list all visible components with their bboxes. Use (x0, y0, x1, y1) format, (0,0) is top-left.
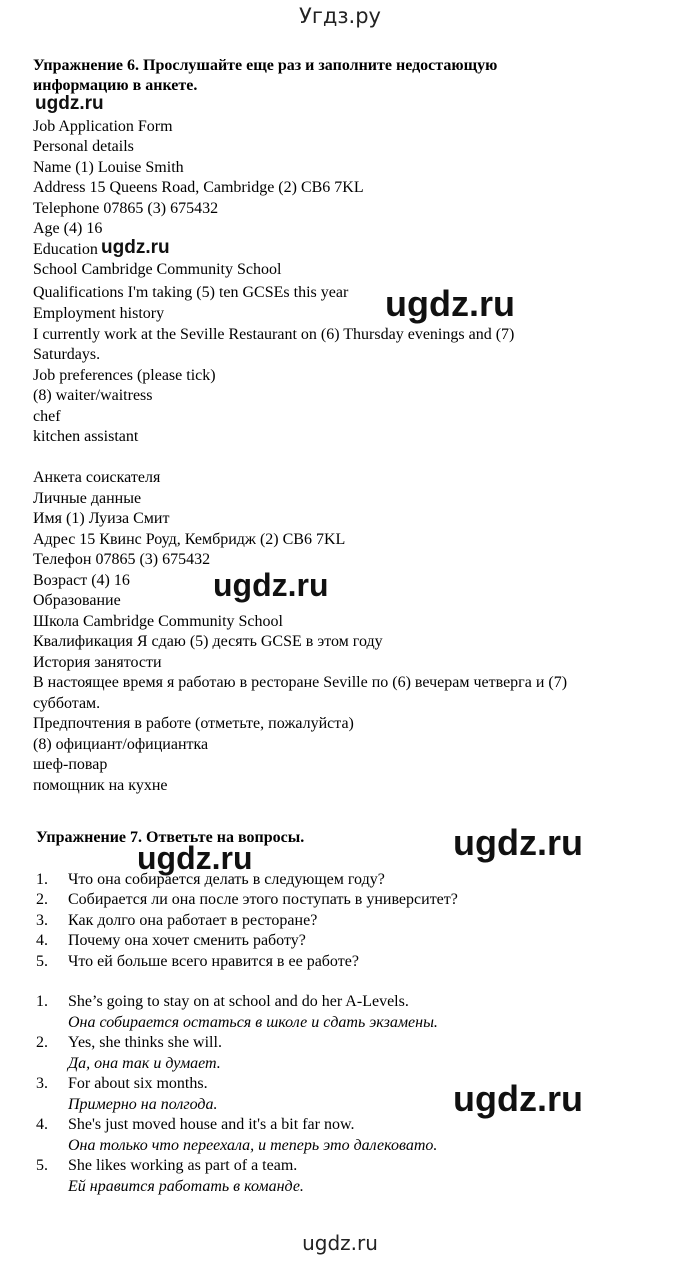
question-number: 4. (36, 932, 48, 949)
form-line: School Cambridge Community School (33, 261, 282, 278)
site-footer: ugdz.ru (302, 1231, 378, 1255)
form-line-ru: Имя (1) Луиза Смит (33, 510, 170, 527)
form-line: Qualifications I'm taking (5) ten GCSEs this year (33, 284, 349, 301)
watermark: ugdz.ru (35, 93, 104, 114)
form-line: Age (4) 16 (33, 220, 103, 237)
question-text: Что она собирается делать в следующем году? (68, 871, 385, 888)
answer-en: She’s going to stay on at school and do her A-Levels. (68, 993, 409, 1010)
form-line-ru: Адрес 15 Квинс Роуд, Кембридж (2) CB6 7KL (33, 531, 346, 548)
question-item (36, 891, 458, 909)
form-line-ru: Личные данные (33, 490, 142, 507)
form-line-ru: шеф-повар (33, 756, 108, 773)
form-line-ru: История занятости (33, 654, 162, 671)
answer-en: For about six months. (68, 1075, 208, 1092)
form-line: Education (33, 241, 98, 258)
form-line: Telephone 07865 (3) 675432 (33, 200, 219, 217)
form-line-ru: Квалификация Я сдаю (5) десять GCSE в этом году (33, 633, 383, 650)
form-line-ru: Школа Cambridge Community School (33, 613, 283, 630)
question-number: 2. (36, 891, 48, 908)
form-line-ru: (8) официант/официантка (33, 736, 209, 753)
watermark: ugdz.ru (213, 567, 329, 603)
watermark: ugdz.ru (453, 822, 583, 863)
question-item (36, 932, 306, 950)
form-line-ru: Телефон 07865 (3) 675432 (33, 551, 211, 568)
form-line-ru: субботам. (33, 695, 101, 712)
form-line-ru: В настоящее время я работаю в ресторане Seville по (6) вечерам четверга и (7) (33, 674, 568, 691)
question-text: Почему она хочет сменить работу? (68, 932, 306, 949)
answer-en: Yes, she thinks she will. (68, 1034, 222, 1051)
form-line: Job preferences (please tick) (33, 367, 216, 384)
answer-item (36, 1034, 222, 1052)
question-text: Собирается ли она после этого поступать в университет? (68, 891, 458, 908)
watermark: ugdz.ru (453, 1078, 583, 1119)
answer-en: She likes working as part of a team. (68, 1157, 298, 1174)
answer-ru: Да, она так и думает. (68, 1055, 221, 1072)
form-line: Saturdays. (33, 346, 101, 363)
form-line: Address 15 Queens Road, Cambridge (2) CB6 7KL (33, 179, 364, 196)
answer-en: She's just moved house and it's a bit far now. (68, 1116, 355, 1133)
answer-item (36, 1116, 354, 1134)
form-line: Personal details (33, 138, 134, 155)
form-line: I currently work at the Seville Restaurant on (6) Thursday evenings and (7) (33, 326, 515, 343)
exercise-6-heading-line-1: Упражнение 6. Прослушайте еще раз и заполните недостающую (33, 57, 498, 74)
form-line: kitchen assistant (33, 428, 139, 445)
question-number: 3. (36, 912, 48, 929)
form-line-ru: Предпочтения в работе (отметьте, пожалуйста) (33, 715, 354, 732)
answer-ru: Ей нравится работать в команде. (68, 1178, 304, 1195)
answer-number: 1. (36, 993, 48, 1010)
exercise-6-heading-line-2: информацию в анкете. (33, 77, 198, 94)
question-item (36, 912, 317, 930)
answer-number: 4. (36, 1116, 48, 1133)
answer-number: 5. (36, 1157, 48, 1174)
watermark: ugdz.ru (137, 840, 253, 876)
question-number: 5. (36, 953, 48, 970)
answer-ru: Примерно на полгода. (68, 1096, 218, 1113)
form-line: (8) waiter/waitress (33, 387, 153, 404)
form-line-ru: Возраст (4) 16 (33, 572, 130, 589)
form-line: Employment history (33, 305, 165, 322)
form-line: Job Application Form (33, 118, 173, 135)
answer-item (36, 993, 409, 1011)
exercise-7-heading: Упражнение 7. Ответьте на вопросы. (36, 829, 305, 846)
question-text: Как долго она работает в ресторане? (68, 912, 318, 929)
answer-ru: Она только что переехала, и теперь это далековато. (68, 1137, 438, 1154)
answer-ru: Она собирается остаться в школе и сдать экзамены. (68, 1014, 438, 1031)
form-line-ru: помощник на кухне (33, 777, 168, 794)
form-line-ru: Анкета соискателя (33, 469, 161, 486)
answer-number: 3. (36, 1075, 48, 1092)
form-line: Name (1) Louise Smith (33, 159, 184, 176)
answer-number: 2. (36, 1034, 48, 1051)
site-title: Угдз.ру (299, 4, 381, 28)
form-line-ru: Образование (33, 592, 121, 609)
form-line: chef (33, 408, 61, 425)
question-number: 1. (36, 871, 48, 888)
answer-item (36, 1075, 208, 1093)
watermark: ugdz.ru (101, 237, 170, 258)
watermark: ugdz.ru (385, 283, 515, 324)
question-text: Что ей больше всего нравится в ее работе? (68, 953, 359, 970)
question-item (36, 953, 359, 971)
answer-item (36, 1157, 297, 1175)
